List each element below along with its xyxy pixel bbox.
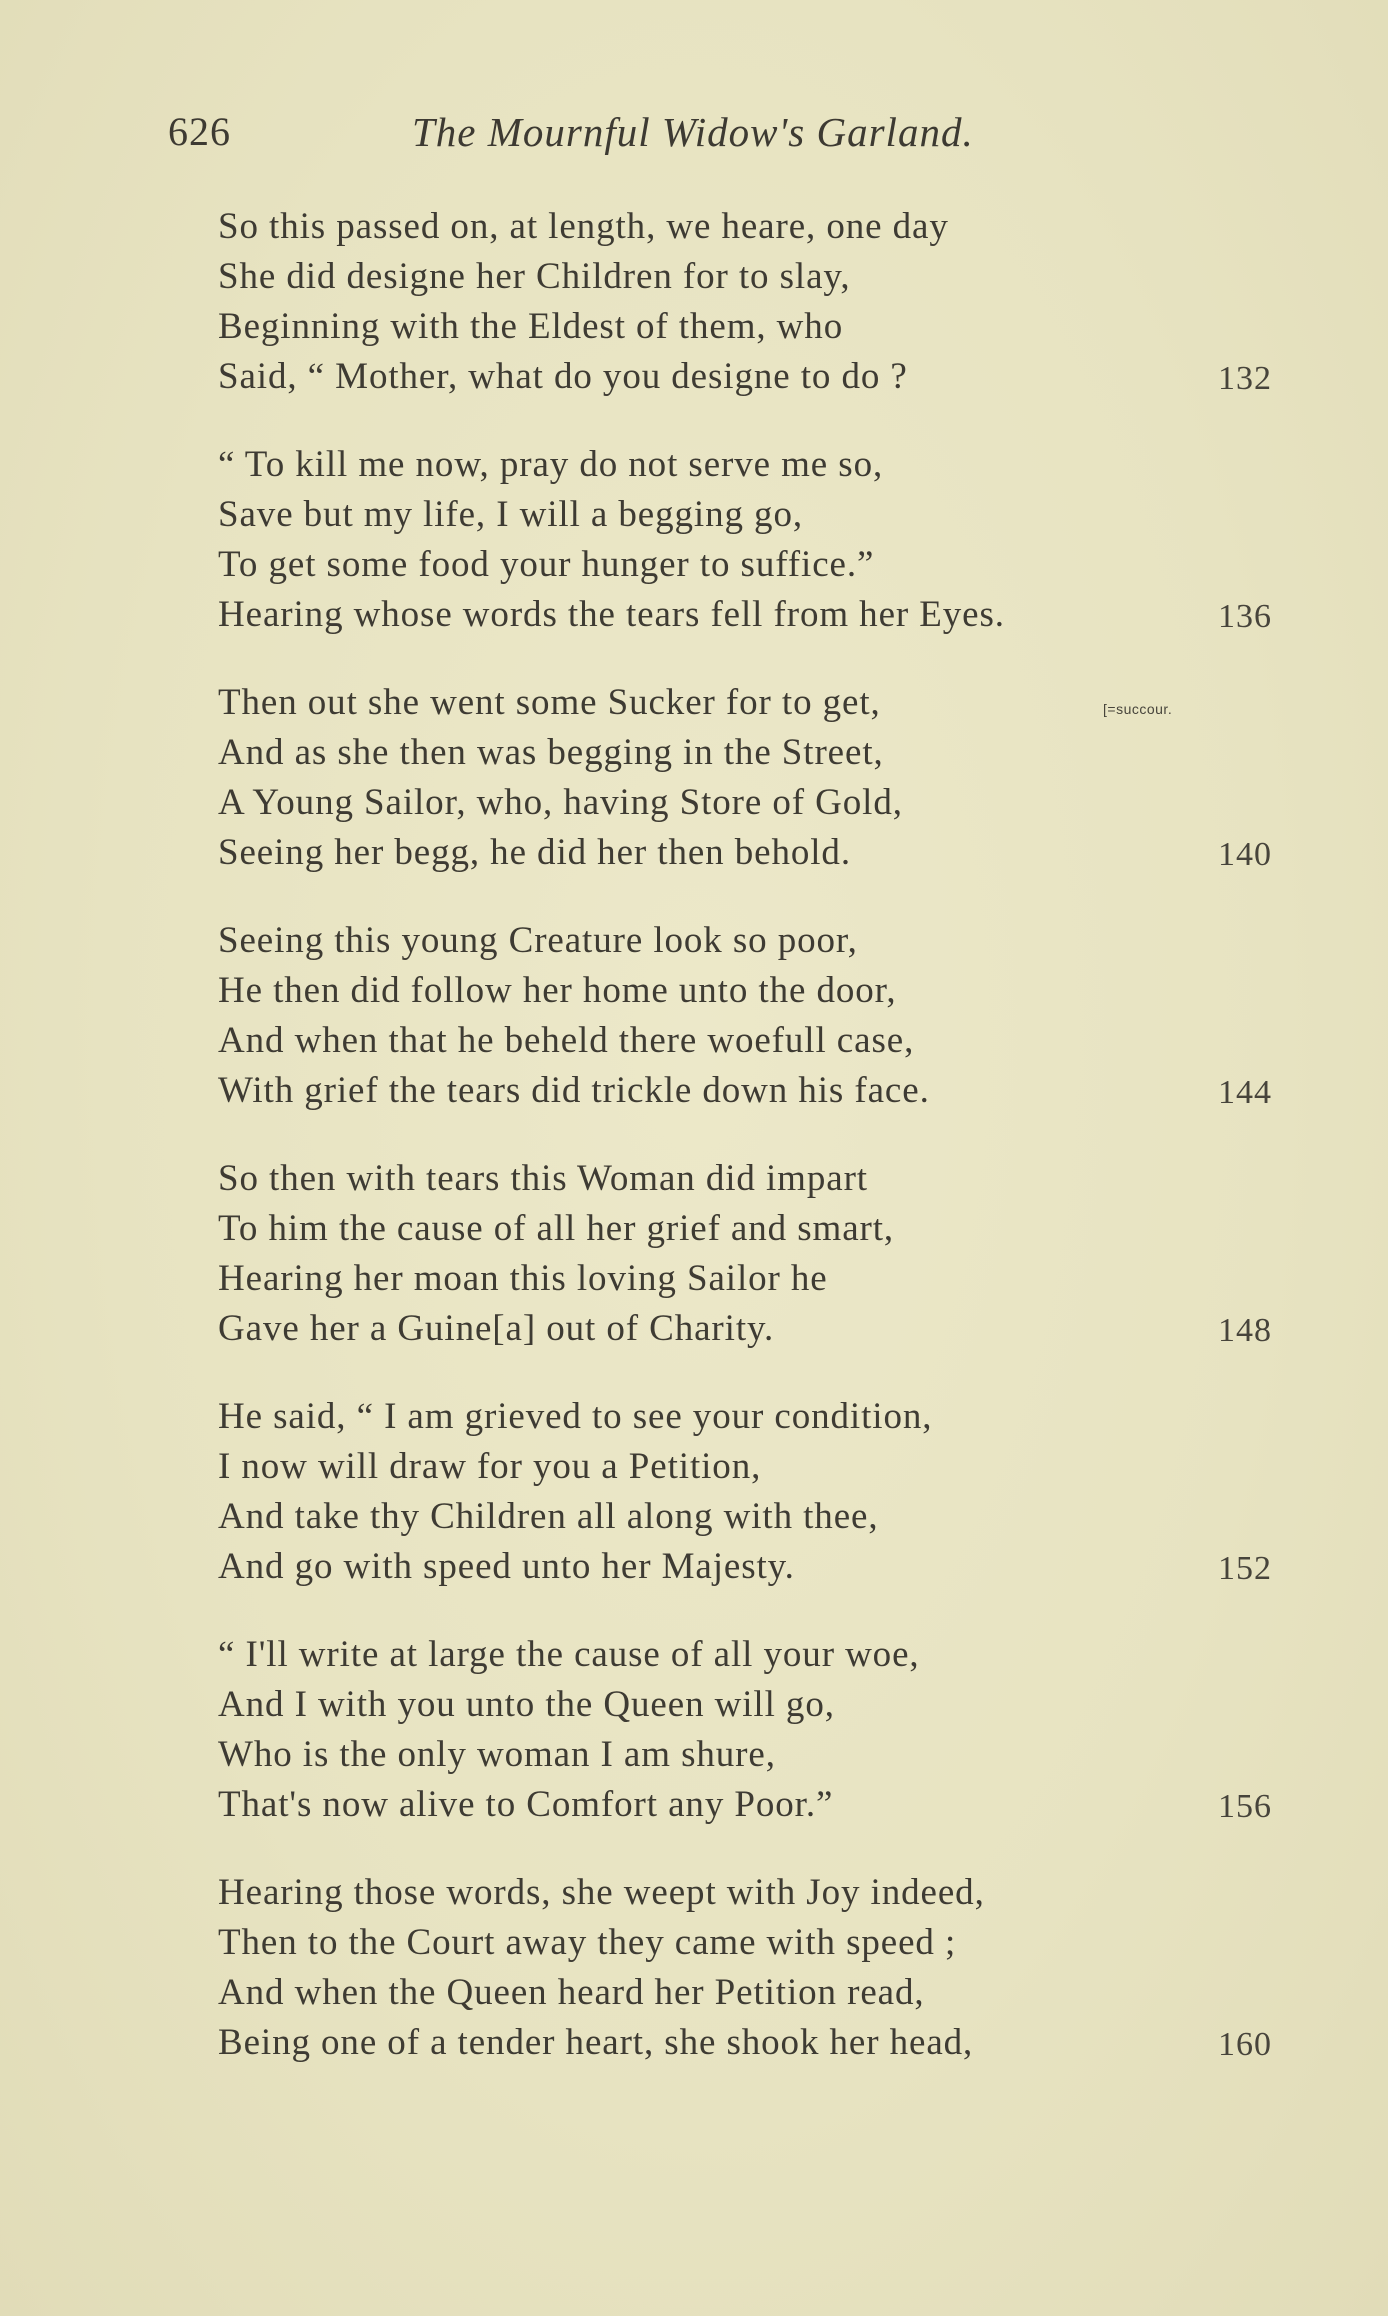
verse-line: Being one of a tender heart, she shook her head, 160: [218, 2018, 1298, 2068]
verse-line: Hearing her moan this loving Sailor he: [218, 1258, 828, 1299]
verse-line: Hearing whose words the tears fell from her Eyes. 136: [218, 590, 1298, 640]
verse-line: “ I'll write at large the cause of all your woe,: [218, 1634, 920, 1675]
verse-line: She did designe her Children for to slay,: [218, 256, 851, 297]
verse-line: Then out she went some Sucker for to get, [=succour.: [218, 678, 1298, 728]
stanza: [218, 440, 1298, 641]
stanza: [218, 1392, 1298, 1593]
stanza: [218, 678, 1298, 879]
verse-line: That's now alive to Comfort any Poor.” 156: [218, 1780, 1298, 1830]
verse-line: So this passed on, at length, we heare, one day: [218, 206, 949, 247]
verse-line: And as she then was begging in the Street,: [218, 732, 884, 773]
verse-line: And go with speed unto her Majesty. 152: [218, 1542, 1298, 1592]
verse-line: He then did follow her home unto the door,: [218, 970, 897, 1011]
line-number: 160: [1218, 2026, 1272, 2063]
poem-body: [218, 202, 1298, 2106]
verse-line: And when that he beheld there woefull case,: [218, 1020, 915, 1061]
verse-line: And take thy Children all along with thee,: [218, 1496, 879, 1537]
verse-line: With grief the tears did trickle down his face. 144: [218, 1066, 1298, 1116]
verse-line: He said, “ I am grieved to see your condition,: [218, 1396, 933, 1437]
verse-line: Seeing this young Creature look so poor,: [218, 920, 858, 961]
stanza: [218, 1630, 1298, 1831]
line-number: 148: [1218, 1312, 1272, 1349]
verse-line: Then to the Court away they came with speed ;: [218, 1922, 957, 1963]
page-header: [168, 108, 1268, 168]
line-number: 152: [1218, 1550, 1272, 1587]
verse-line: “ To kill me now, pray do not serve me so,: [218, 444, 884, 485]
verse-line: Hearing those words, she weept with Joy indeed,: [218, 1872, 985, 1913]
stanza: [218, 916, 1298, 1117]
verse-line: A Young Sailor, who, having Store of Gold,: [218, 782, 903, 823]
verse-line: To get some food your hunger to suffice.”: [218, 544, 875, 585]
verse-line: And when the Queen heard her Petition read,: [218, 1972, 925, 2013]
verse-line: To him the cause of all her grief and smart,: [218, 1208, 895, 1249]
stanza: [218, 1868, 1298, 2069]
verse-line: So then with tears this Woman did impart: [218, 1158, 868, 1199]
verse-line: Save but my life, I will a begging go,: [218, 494, 803, 535]
stanza: [218, 202, 1298, 403]
verse-line: Gave her a Guine[a] out of Charity. 148: [218, 1304, 1298, 1354]
verse-line: Who is the only woman I am shure,: [218, 1734, 776, 1775]
line-number: 132: [1218, 360, 1272, 397]
page-number: 626: [168, 109, 231, 154]
line-number: 144: [1218, 1074, 1272, 1111]
stanza: [218, 1154, 1298, 1355]
line-number: 136: [1218, 598, 1272, 635]
verse-line: Seeing her begg, he did her then behold. 140: [218, 828, 1298, 878]
verse-line: Beginning with the Eldest of them, who: [218, 306, 844, 347]
verse-line: And I with you unto the Queen will go,: [218, 1684, 835, 1725]
line-number: 140: [1218, 836, 1272, 873]
margin-gloss: [=succour.: [1103, 701, 1173, 717]
verse-line: I now will draw for you a Petition,: [218, 1446, 762, 1487]
verse-line: Said, “ Mother, what do you designe to do ? 132: [218, 352, 1298, 402]
running-title: The Mournful Widow's Garland.: [412, 109, 974, 155]
line-number: 156: [1218, 1788, 1272, 1825]
